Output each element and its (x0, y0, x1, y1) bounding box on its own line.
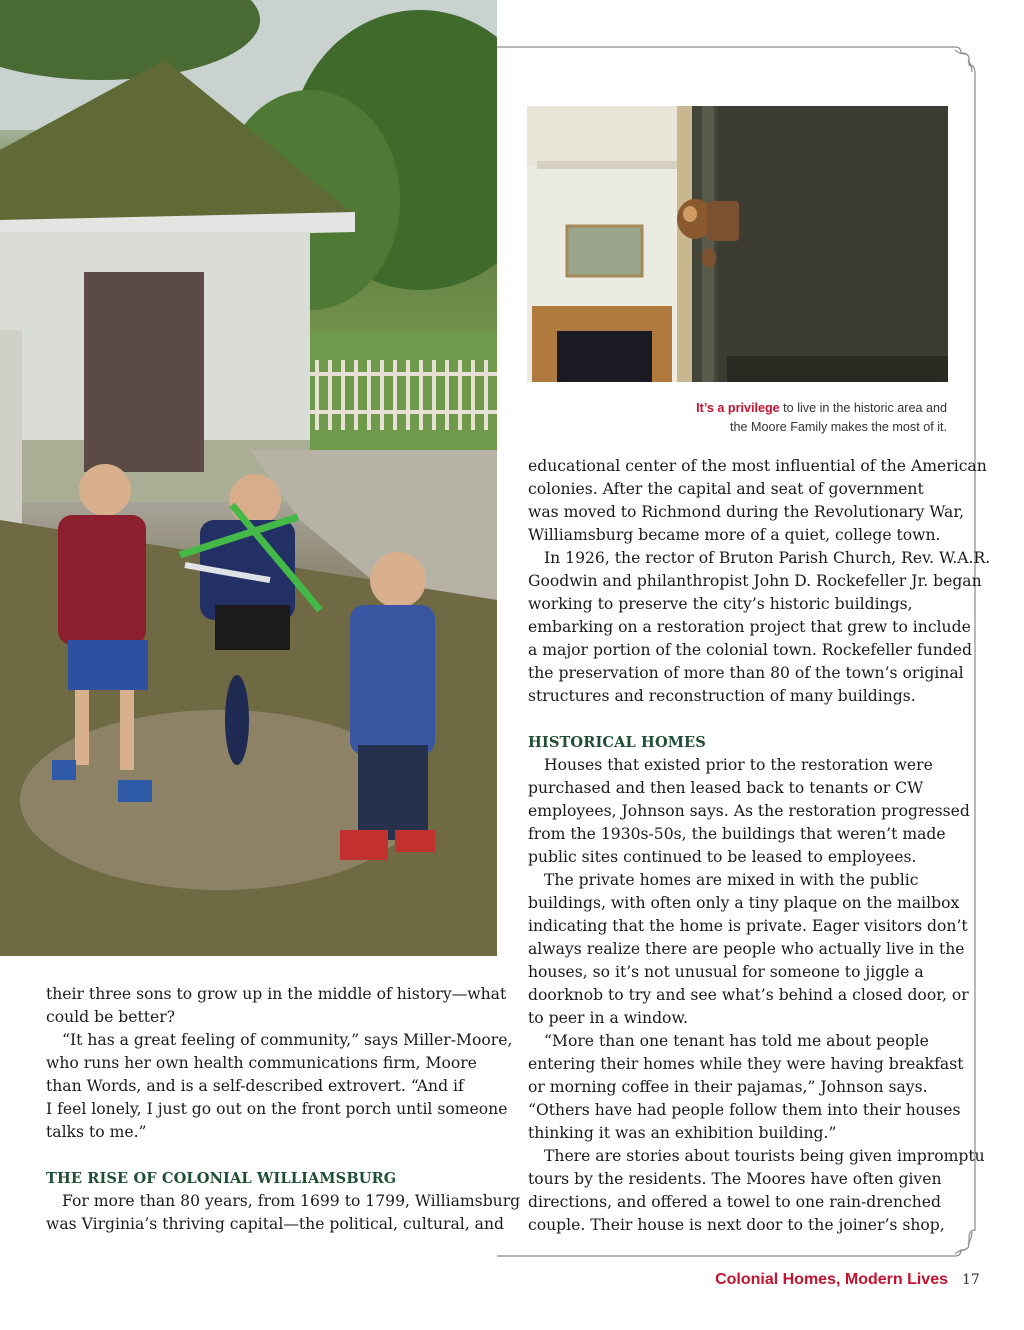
footer-section-title: Colonial Homes, Modern Lives (715, 1271, 948, 1288)
text-line: colonies. After the capital and seat of government (528, 480, 924, 498)
text-line: their three sons to grow up in the middle of history—what (46, 985, 507, 1003)
text-line: couple. Their house is next door to the joiner’s shop, (528, 1216, 945, 1234)
text-line: There are stories about tourists being given impromptu (544, 1147, 985, 1165)
text-line: tours by the residents. The Moores have often given (528, 1170, 942, 1188)
door-knob-photo (527, 106, 948, 382)
text-line: For more than 80 years, from 1699 to 1799, Williamsburg (62, 1192, 521, 1210)
text-line: Houses that existed prior to the restoration were (544, 756, 933, 774)
section-heading: HISTORICAL HOMES (528, 734, 706, 751)
section-heading: THE RISE OF COLONIAL WILLIAMSBURG (46, 1170, 397, 1187)
photo-caption (600, 399, 947, 437)
text-line: could be better? (46, 1008, 176, 1026)
text-line: structures and reconstruction of many buildings. (528, 687, 916, 705)
text-line: who runs her own health communications firm, Moore (46, 1054, 477, 1072)
text-line: directions, and offered a towel to one rain-drenched (528, 1193, 941, 1211)
text-line: houses, so it’s not unusual for someone to jiggle a (528, 963, 924, 981)
text-line: In 1926, the rector of Bruton Parish Church, Rev. W.A.R. (544, 549, 991, 567)
paragraph (46, 1029, 513, 1144)
text-line: educational center of the most influential of the American (528, 457, 987, 475)
paragraph (528, 1030, 964, 1145)
text-line: I feel lonely, I just go out on the front porch until someone (46, 1100, 508, 1118)
text-line: or morning coffee in their pajamas,” Johnson says. (528, 1078, 928, 1096)
text-line: “It has a great feeling of community,” says Miller-Moore, (62, 1031, 513, 1049)
text-line: to peer in a window. (528, 1009, 688, 1027)
text-line: purchased and then leased back to tenants or CW (528, 779, 924, 797)
page-number: 17 (962, 1272, 980, 1288)
text-line: “More than one tenant has told me about people (544, 1032, 929, 1050)
caption-lead: It’s a privilege (696, 401, 780, 415)
text-line: working to preserve the city’s historic buildings, (528, 595, 913, 613)
text-line: “Others have had people follow them into their houses (528, 1101, 961, 1119)
left-text-column (46, 983, 521, 1236)
paragraph (528, 547, 991, 708)
text-line: Goodwin and philanthropist John D. Rockefeller Jr. began (528, 572, 982, 590)
caption-text-2: the Moore Family makes the most of it. (730, 420, 947, 434)
text-line: indicating that the home is private. Eager visitors don’t (528, 917, 968, 935)
text-line: talks to me.” (46, 1123, 147, 1141)
paragraph (528, 455, 987, 547)
text-line: always realize there are people who actually live in the (528, 940, 965, 958)
text-line: employees, Johnson says. As the restoration progressed (528, 802, 970, 820)
boys-playing-photo (0, 0, 497, 956)
text-line: was moved to Richmond during the Revolutionary War, (528, 503, 965, 521)
text-line: thinking it was an exhibition building.” (528, 1124, 837, 1142)
text-line: than Words, and is a self-described extrovert. “And if (46, 1077, 464, 1095)
paragraph (528, 869, 969, 1030)
text-line: public sites continued to be leased to employees. (528, 848, 917, 866)
paragraph (46, 983, 507, 1029)
text-line: embarking on a restoration project that grew to include (528, 618, 971, 636)
text-line: Williamsburg became more of a quiet, college town. (528, 526, 941, 544)
text-line: doorknob to try and see what’s behind a closed door, or (528, 986, 969, 1004)
text-line: The private homes are mixed in with the public (544, 871, 919, 889)
text-line: entering their homes while they were having breakfast (528, 1055, 964, 1073)
caption-text-1: to live in the historic area and (779, 401, 947, 415)
paragraph (528, 754, 970, 869)
text-line: the preservation of more than 80 of the town’s original (528, 664, 964, 682)
paragraph (46, 1190, 521, 1236)
text-line: was Virginia’s thriving capital—the political, cultural, and (46, 1215, 504, 1233)
paragraph (528, 1145, 985, 1237)
text-line: from the 1930s-50s, the buildings that weren’t made (528, 825, 946, 843)
right-text-column (528, 455, 991, 1237)
text-line: a major portion of the colonial town. Rockefeller funded (528, 641, 972, 659)
text-line: buildings, with often only a tiny plaque on the mailbox (528, 894, 960, 912)
